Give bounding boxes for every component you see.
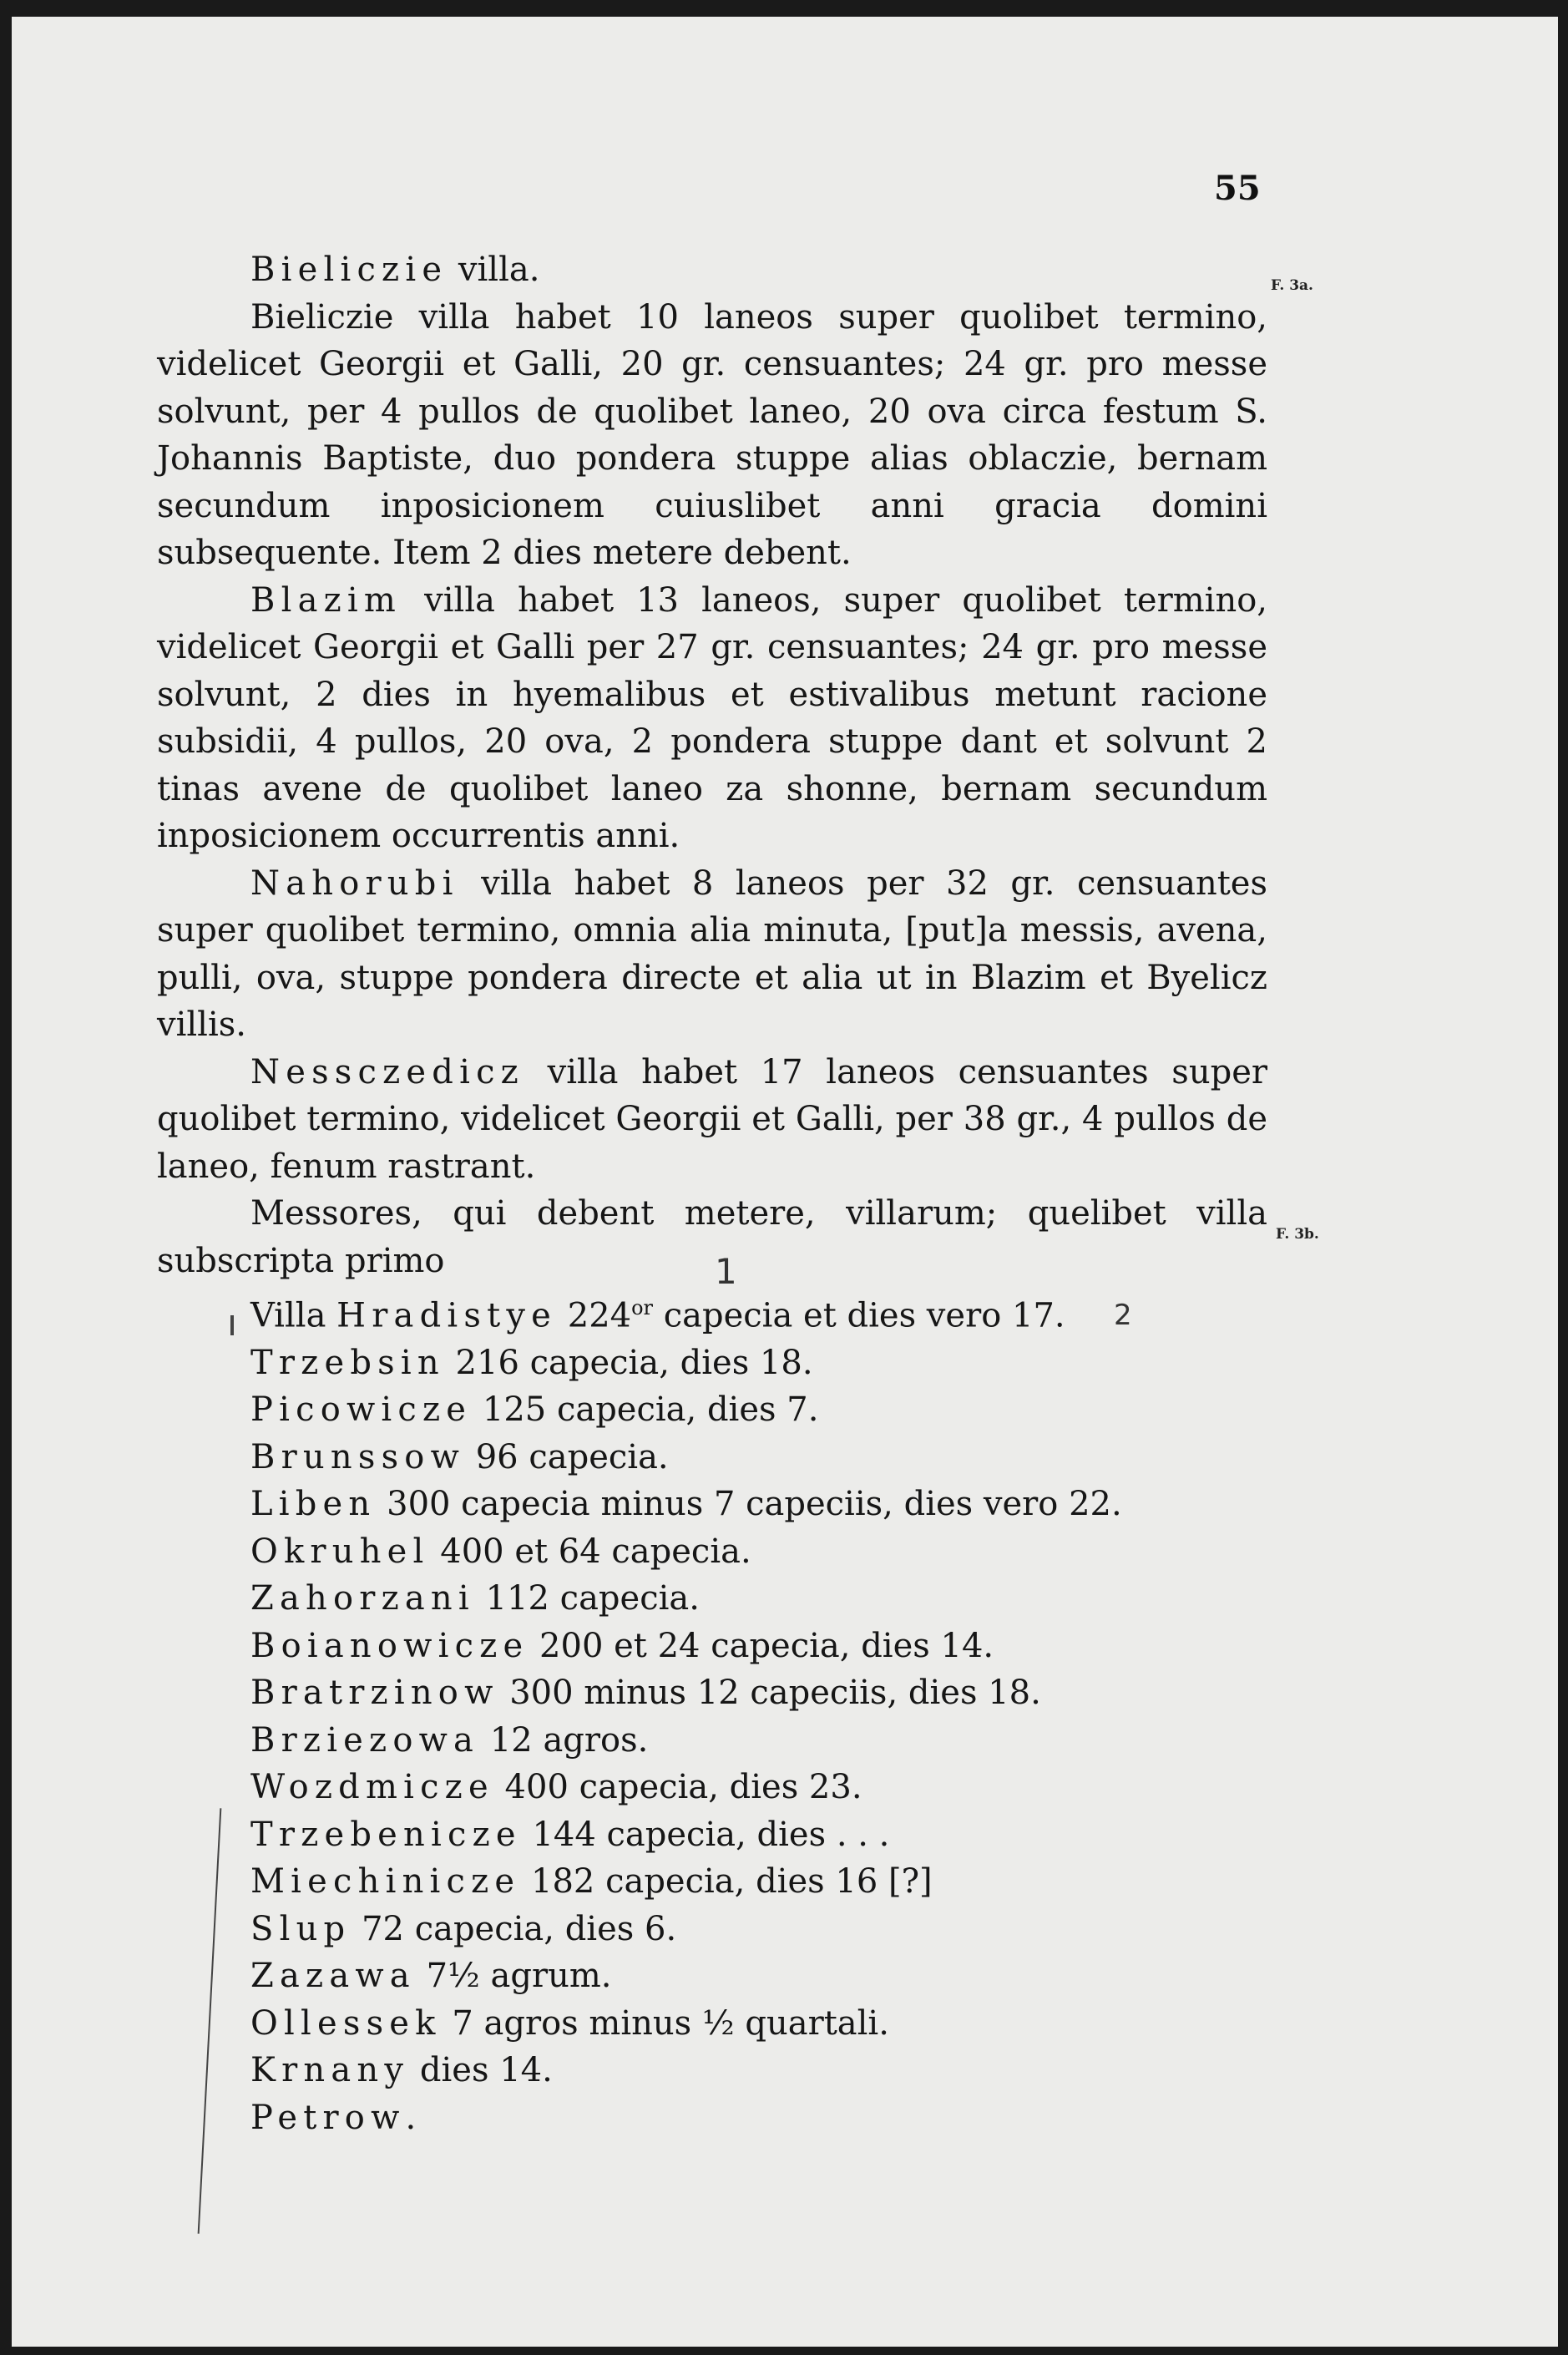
paragraph: [157, 1190, 1267, 1284]
list-item: [250, 1952, 1267, 2000]
list-item: [250, 1340, 1267, 1387]
list-item: [250, 2094, 1267, 2142]
entry-text: 72 capecia, dies 6.: [351, 1909, 677, 1948]
entry-text: capecia et dies vero 17.: [653, 1296, 1065, 1335]
village-name: Petrow: [250, 2098, 406, 2137]
paragraph-text: villa habet 13 laneos, super quolibet termino, videlicet Georgii et Galli per 27 gr. censuantes; 24 gr. pro messe solvunt, 2 dies in hyemalibus et estivalibus metunt racione subsidii, 4 pullos, 20 ova, 2 pondera stuppe dant et solvunt 2 tinas avene de quolibet laneo za shonne, bernam secundum inposicionem occurrentis anni.: [157, 580, 1267, 855]
heading-village-name: Bieliczie: [250, 251, 448, 289]
list-item: [250, 1669, 1267, 1717]
entry-text: 125 capecia, dies 7.: [472, 1390, 819, 1430]
list-item: [250, 1481, 1267, 1528]
village-name: Bratrzinow: [250, 1674, 499, 1713]
list-item: [250, 1575, 1267, 1623]
village-name: Brziezowa: [250, 1720, 480, 1760]
entry-text: 400 et 64 capecia.: [429, 1532, 751, 1571]
list-item: [250, 1858, 1267, 1906]
village-name: Slup: [250, 1909, 352, 1948]
list-item: [250, 1528, 1267, 1576]
entry-prefix: Villa: [250, 1296, 337, 1335]
entry-text: 216 capecia, dies 18.: [444, 1343, 813, 1382]
heading-rest: villa.: [448, 251, 540, 289]
paragraph-text: villa habet 8 laneos per 32 gr. censuantes super quolibet termino, omnia alia minuta, [put]a messis, avena, pulli, ova, stuppe pondera directe et alia ut in Blazim et Byelicz villis.: [157, 864, 1267, 1044]
paragraph-text: Messores, qui debent metere, villarum; quelibet villa subscripta primo: [157, 1194, 1267, 1280]
margin-folio-ref-3b: F. 3b.: [1276, 1226, 1319, 1243]
village-name: Okruhel: [250, 1532, 430, 1571]
village-name: Zazawa: [250, 1957, 416, 1996]
village-name: Trzebsin: [250, 1343, 445, 1382]
village-name: Krnany: [250, 2051, 410, 2090]
entry-text: 300 capecia minus 7 capeciis, dies vero 22.: [376, 1485, 1122, 1524]
village-name: Nahorubi: [250, 864, 459, 903]
paragraph: [157, 294, 1267, 577]
village-name: Brunssow: [250, 1437, 466, 1476]
village-name: Nessczedicz: [250, 1052, 524, 1091]
list-item: [250, 1434, 1267, 1481]
entry-text: 7½ agrum.: [415, 1957, 612, 1996]
entry-text: 96 capecia.: [465, 1437, 669, 1476]
list-item: [250, 1906, 1267, 1953]
village-name: Liben: [250, 1485, 377, 1524]
list-item: [250, 1386, 1267, 1434]
village-name: Zahorzani: [250, 1579, 475, 1618]
pencil-mark-number: 1: [715, 1251, 737, 1292]
paragraph: [157, 1049, 1267, 1191]
list-item: [250, 2047, 1267, 2094]
entry-text: 300 minus 12 capeciis, dies 18.: [498, 1674, 1041, 1713]
list-item: [250, 2000, 1267, 2048]
village-name: Miechinicze: [250, 1862, 521, 1902]
village-name: Boianowicze: [250, 1626, 529, 1665]
entry-text: 182 capecia, dies 16 [?]: [520, 1862, 933, 1902]
entry-text: 12 agros.: [479, 1720, 649, 1760]
section-heading: [250, 246, 1267, 294]
body-text: [157, 246, 1267, 2141]
entry-text: 112 capecia.: [474, 1579, 700, 1618]
document-page: [12, 17, 1558, 2347]
paragraph: [157, 577, 1267, 860]
entry-text: 400 capecia, dies 23.: [493, 1768, 862, 1807]
village-name: Ollessek: [250, 2003, 442, 2043]
paragraph-text: villa habet 17 laneos censuantes super quolibet termino, videlicet Georgii et Galli, per 38 gr., 4 pullos de laneo, fenum rastrant.: [157, 1052, 1267, 1186]
paragraph-text: Bieliczie villa habet 10 laneos super quolibet termino, videlicet Georgii et Galli, 20 gr. censuantes; 24 gr. pro messe solvunt, per 4 pullos de quolibet laneo, 20 ova circa festum S. Johannis Baptiste, duo pondera stuppe alias oblaczie, bernam secundum inposicionem cuiuslibet anni gracia domini subsequente. Item 2 dies metere debent.: [157, 297, 1267, 572]
list-item: [250, 1811, 1267, 1859]
entry-number: 224: [557, 1296, 632, 1335]
village-name: Wozdmicze: [250, 1768, 494, 1807]
pencil-mark-number: 2: [1114, 1299, 1132, 1332]
entry-text: .: [405, 2098, 417, 2137]
paragraph: [157, 860, 1267, 1049]
page-number: 55: [1214, 169, 1261, 208]
entry-superscript: or: [631, 1296, 654, 1319]
list-item: [250, 1717, 1267, 1765]
list-item: [250, 1284, 1267, 1340]
margin-folio-ref-3a: F. 3a.: [1271, 277, 1313, 294]
village-name: Blazim: [250, 580, 402, 620]
list-item: [250, 1623, 1267, 1670]
village-name: Trzebenicze: [250, 1815, 522, 1854]
village-name: Hradistye: [336, 1296, 558, 1335]
entry-text: dies 14.: [409, 2051, 553, 2090]
entry-text: 7 agros minus ½ quartali.: [441, 2003, 889, 2043]
list-item: [250, 1764, 1267, 1811]
village-name: Picowicze: [250, 1390, 473, 1430]
entry-text: 200 et 24 capecia, dies 14.: [529, 1626, 994, 1665]
entry-text: 144 capecia, dies . . .: [521, 1815, 890, 1854]
messores-list: [157, 1284, 1267, 2141]
